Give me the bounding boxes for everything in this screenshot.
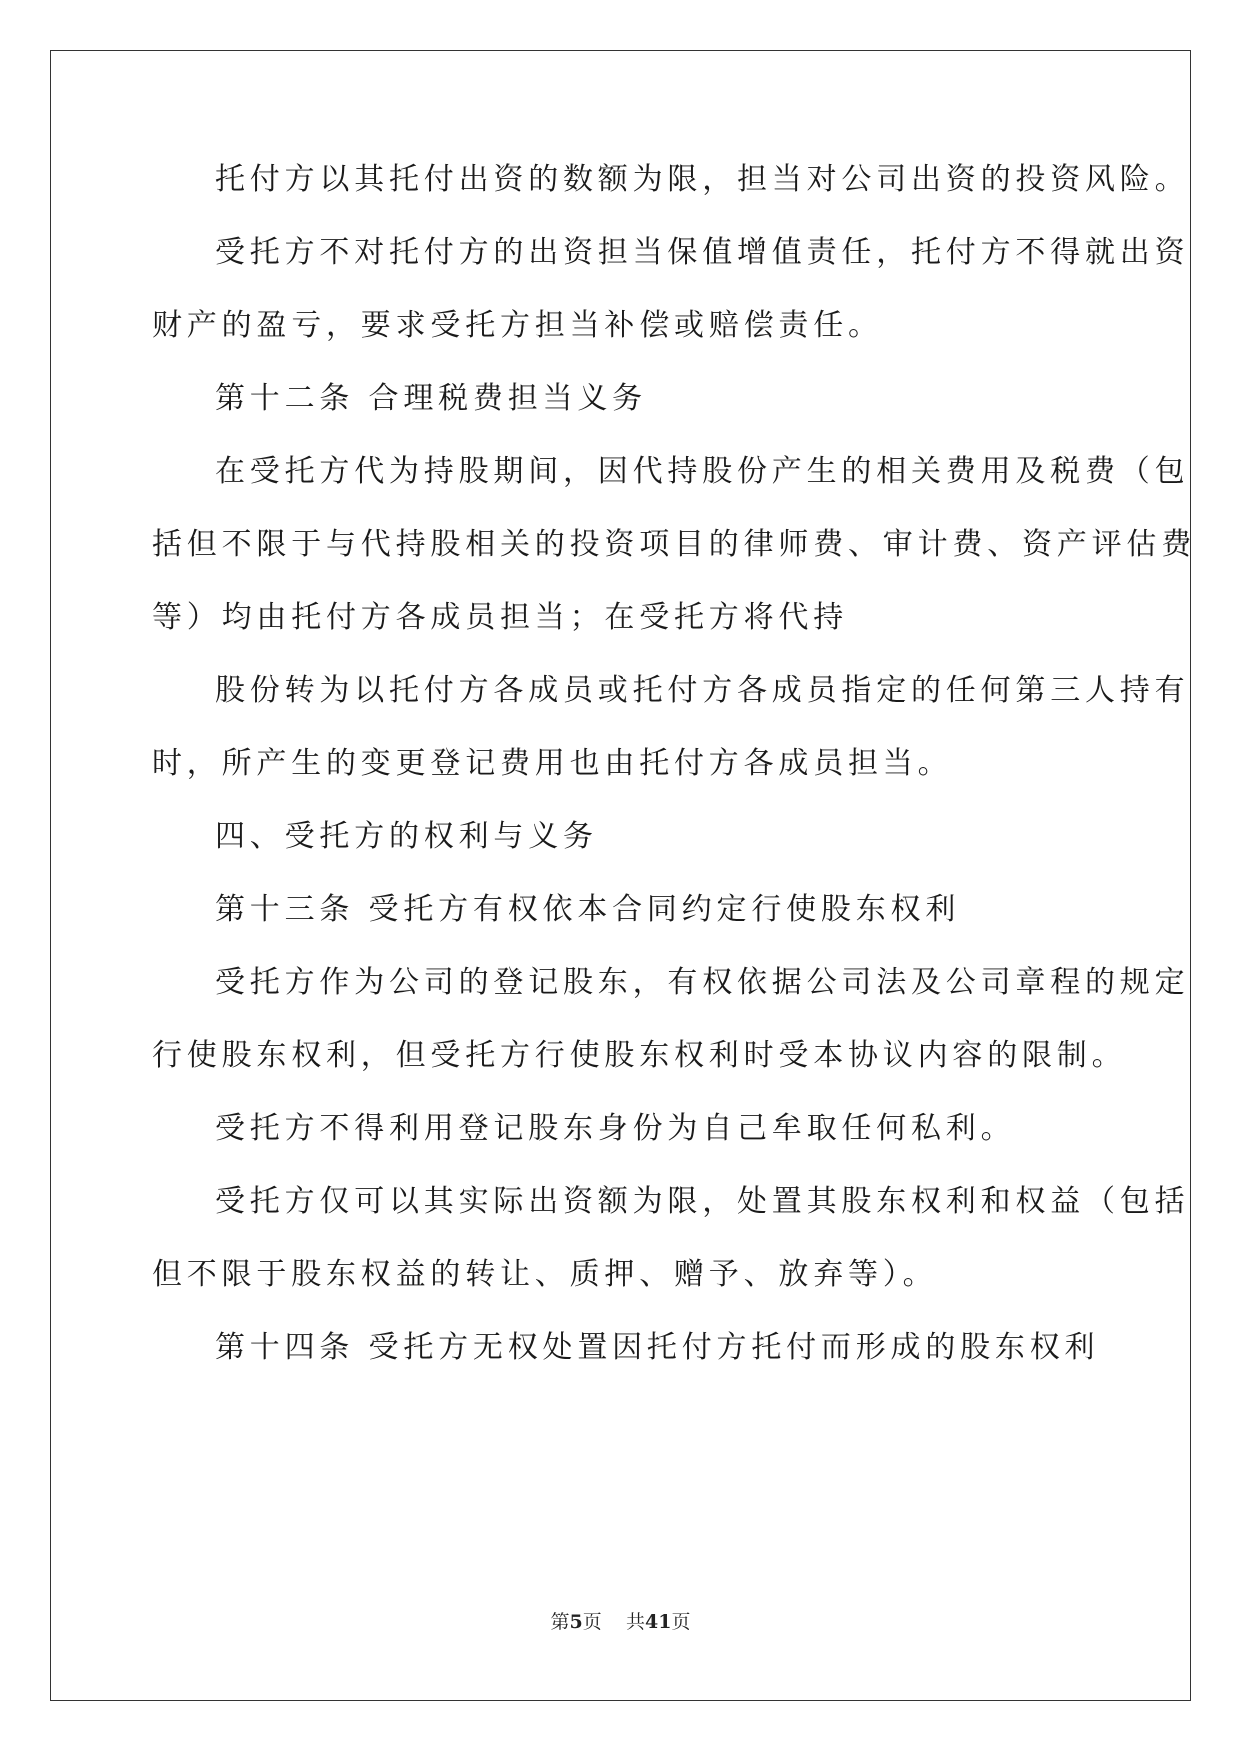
page-border <box>50 50 1191 1701</box>
section-heading: 第十二条 合理税费担当义务 <box>215 381 647 416</box>
paragraph-line: 受托方作为公司的登记股东，有权依据公司法及公司章程的规定 <box>215 965 1190 1000</box>
paragraph-line: 在受托方代为持股期间，因代持股份产生的相关费用及税费（包 <box>215 454 1190 489</box>
paragraph-line: 但不限于股东权益的转让、质押、赠予、放弃等）。 <box>152 1257 938 1292</box>
total-pages: 41 <box>644 1611 672 1633</box>
paragraph-line: 受托方不得利用登记股东身份为自己牟取任何私利。 <box>215 1111 1016 1146</box>
paragraph-line: 受托方仅可以其实际出资额为限，处置其股东权利和权益（包括 <box>215 1184 1190 1219</box>
section-heading: 第十三条 受托方有权依本合同约定行使股东权利 <box>215 892 961 927</box>
total-suffix: 页 <box>671 1611 691 1633</box>
paragraph-line: 行使股东权利，但受托方行使股东权利时受本协议内容的限制。 <box>152 1038 1127 1073</box>
total-prefix: 共 <box>625 1611 645 1633</box>
paragraph-line: 股份转为以托付方各成员或托付方各成员指定的任何第三人持有 <box>215 673 1190 708</box>
page-number: 5 <box>569 1611 583 1633</box>
paragraph-line: 受托方不对托付方的出资担当保值增值责任，托付方不得就出资 <box>215 235 1190 270</box>
paragraph-line: 财产的盈亏，要求受托方担当补偿或赔偿责任。 <box>152 308 883 343</box>
page-suffix: 页 <box>582 1611 602 1633</box>
page-footer <box>0 1610 1241 1634</box>
paragraph-line: 等）均由托付方各成员担当；在受托方将代持 <box>152 600 848 635</box>
paragraph-line: 托付方以其托付出资的数额为限，担当对公司出资的投资风险。 <box>215 162 1190 197</box>
paragraph-line: 时，所产生的变更登记费用也由托付方各成员担当。 <box>152 746 953 781</box>
section-heading: 四、受托方的权利与义务 <box>215 819 598 854</box>
paragraph-line: 括但不限于与代持股相关的投资项目的律师费、审计费、资产评估费 <box>152 527 1196 562</box>
section-heading: 第十四条 受托方无权处置因托付方托付而形成的股东权利 <box>215 1330 1100 1365</box>
page-prefix: 第 <box>550 1611 570 1633</box>
